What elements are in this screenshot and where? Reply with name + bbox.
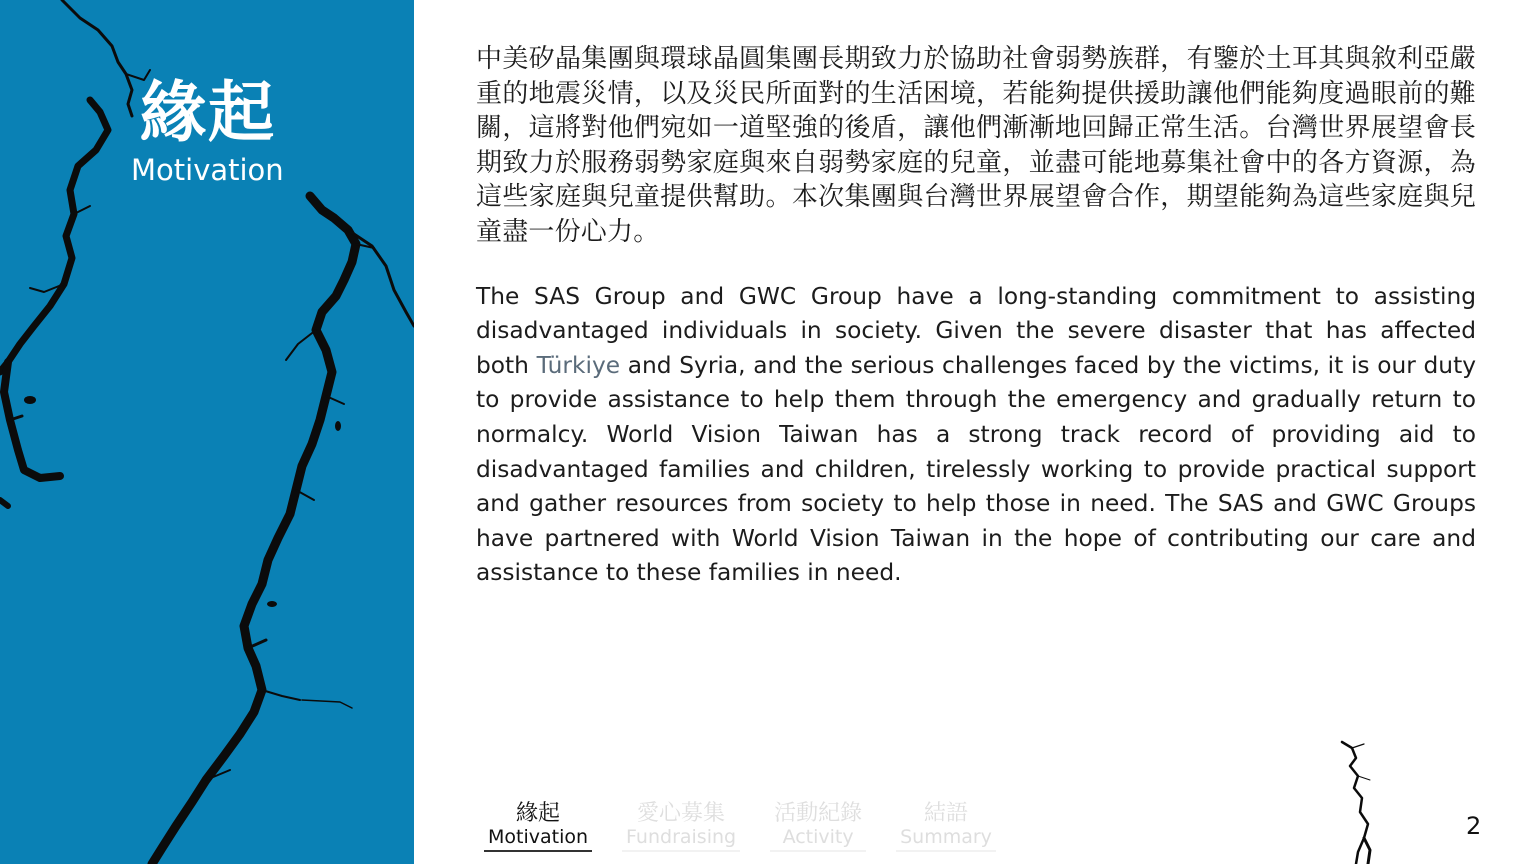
paragraph-english-part2: and Syria, and the serious challenges faced by the victims, it is our duty to provide assistance to help them through the emergency and gradually return to normalcy. World Vision Taiwan has a strong track record of providing aid to disadvantaged families and children, tirelessly working to provide practical support and gather resources from society to help those in need. The SAS and GWC Groups have partnered with World Vision Taiwan in the hope of contributing our care and assistance to these families in need. <box>476 351 1476 587</box>
nav-item-label-en: Summary <box>900 826 992 848</box>
nav-item-summary[interactable] <box>896 802 996 852</box>
nav-item-label-en: Activity <box>782 826 854 848</box>
side-panel <box>0 0 414 864</box>
nav-item-fundraising[interactable] <box>622 802 740 852</box>
section-title-en: Motivation <box>131 153 284 187</box>
main-content <box>476 42 1476 591</box>
paragraph-english <box>476 280 1476 591</box>
page-number: 2 <box>1466 812 1482 840</box>
nav-item-label-zh: 緣起 <box>516 801 561 826</box>
nav-item-label-en: Motivation <box>488 826 589 848</box>
nav-item-label-en: Fundraising <box>626 826 737 848</box>
nav-item-motivation[interactable] <box>484 802 592 852</box>
nav-item-label-zh: 愛心募集 <box>637 801 726 826</box>
paragraph-english-keyword: Türkiye <box>536 351 621 379</box>
nav-item-activity[interactable] <box>770 802 866 852</box>
section-nav <box>484 802 1026 852</box>
nav-item-label-zh: 結語 <box>924 801 969 826</box>
nav-item-label-zh: 活動紀錄 <box>774 801 863 826</box>
paragraph-chinese: 中美矽晶集團與環球晶圓集團長期致力於協助社會弱勢族群，有鑒於土耳其與敘利亞嚴重的地震災情，以及災民所面對的生活困境，若能夠提供援助讓他們能夠度過眼前的難關，這將對他們宛如一道堅強的後盾，讓他們漸漸地回歸正常生活。台灣世界展望會長期致力於服務弱勢家庭與來自弱勢家庭的兒童，並盡可能地募集社會中的各方資源，為這些家庭與兒童提供幫助。本次集團與台灣世界展望會合作，期望能夠為這些家庭與兒童盡一份心力。 <box>476 44 1476 247</box>
section-title-zh: 緣起 <box>140 74 276 151</box>
paragraph-english-part1: The SAS Group and GWC Group have a long-standing commitment to assisting disadvantaged individuals in society. Given the severe disaster that has affected both <box>476 282 1476 379</box>
corner-crack-decoration <box>1330 740 1390 864</box>
